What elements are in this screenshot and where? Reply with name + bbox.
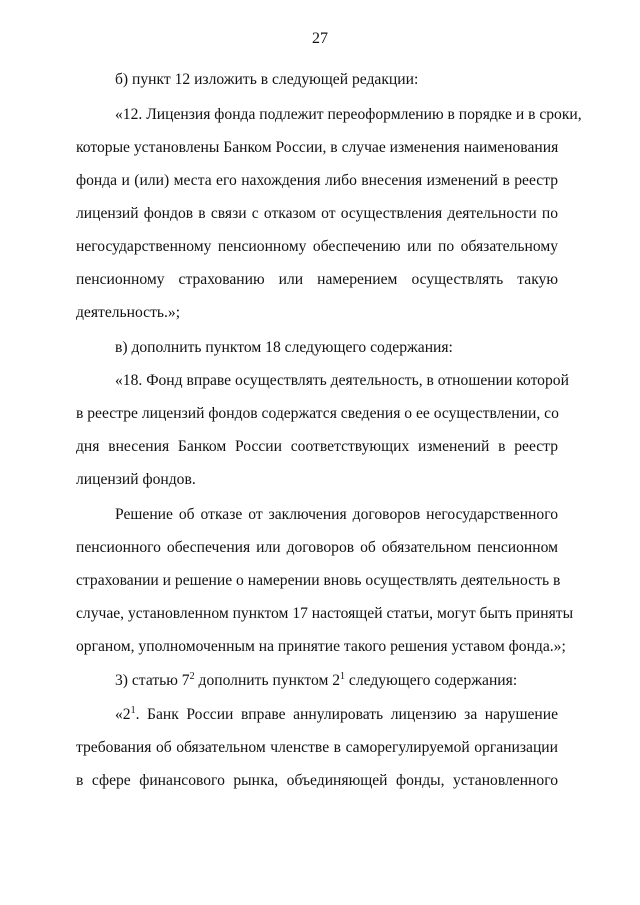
text-line: «18. Фонд вправе осуществлять деятельность, в отношении которой bbox=[115, 372, 569, 389]
text-fragment: . Банк России вправе аннулировать лицензию за нарушение bbox=[135, 706, 558, 723]
text-line: Решение об отказе от заключения договоров негосударственного bbox=[115, 506, 558, 523]
text-fragment: «2 bbox=[115, 706, 131, 723]
text-line: деятельность.»; bbox=[76, 304, 181, 321]
text-fragment: следующего содержания: bbox=[345, 672, 518, 689]
text-line: пенсионного обеспечения или договоров об обязательном пенсионном bbox=[76, 539, 558, 556]
superscript: 1 bbox=[340, 671, 346, 682]
text-line: негосударственному пенсионному обеспечению или по обязательному bbox=[76, 238, 558, 255]
text-line: в сфере финансового рынка, объединяющей фонды, установленного bbox=[76, 772, 558, 789]
text-line: органом, уполномоченным на принятие такого решения уставом фонда.»; bbox=[76, 638, 566, 655]
text-line: требования об обязательном членстве в саморегулируемой организации bbox=[76, 739, 558, 756]
page-number: 27 bbox=[312, 30, 328, 47]
text-line: в) дополнить пунктом 18 следующего содержания: bbox=[115, 339, 453, 356]
text-line: которые установлены Банком России, в случае изменения наименования bbox=[76, 139, 559, 156]
text-line: б) пункт 12 изложить в следующей редакции: bbox=[115, 71, 419, 88]
text-line bbox=[115, 705, 558, 725]
text-line: «12. Лицензия фонда подлежит переоформлению в порядке и в сроки, bbox=[115, 106, 582, 123]
superscript: 2 bbox=[189, 671, 195, 682]
text-line: в реестре лицензий фондов содержатся сведения о ее осуществлении, со bbox=[76, 405, 559, 422]
text-line: страховании и решение о намерении вновь осуществлять деятельность в bbox=[76, 572, 561, 589]
text-line: фонда и (или) места его нахождения либо внесения изменений в реестр bbox=[76, 172, 558, 189]
superscript: 1 bbox=[130, 705, 136, 716]
text-fragment: 3) статью 7 bbox=[115, 672, 190, 689]
text-line: пенсионному страхованию или намерением осуществлять такую bbox=[76, 271, 558, 288]
text-line: дня внесения Банком России соответствующих изменений в реестр bbox=[76, 438, 558, 455]
text-line: лицензий фондов в связи с отказом от осуществления деятельности по bbox=[76, 205, 558, 222]
text-line bbox=[115, 671, 558, 691]
text-line: лицензий фондов. bbox=[76, 471, 196, 488]
text-line: случае, установленном пунктом 17 настоящей статьи, могут быть приняты bbox=[76, 605, 574, 622]
text-fragment: дополнить пунктом 2 bbox=[194, 672, 341, 689]
